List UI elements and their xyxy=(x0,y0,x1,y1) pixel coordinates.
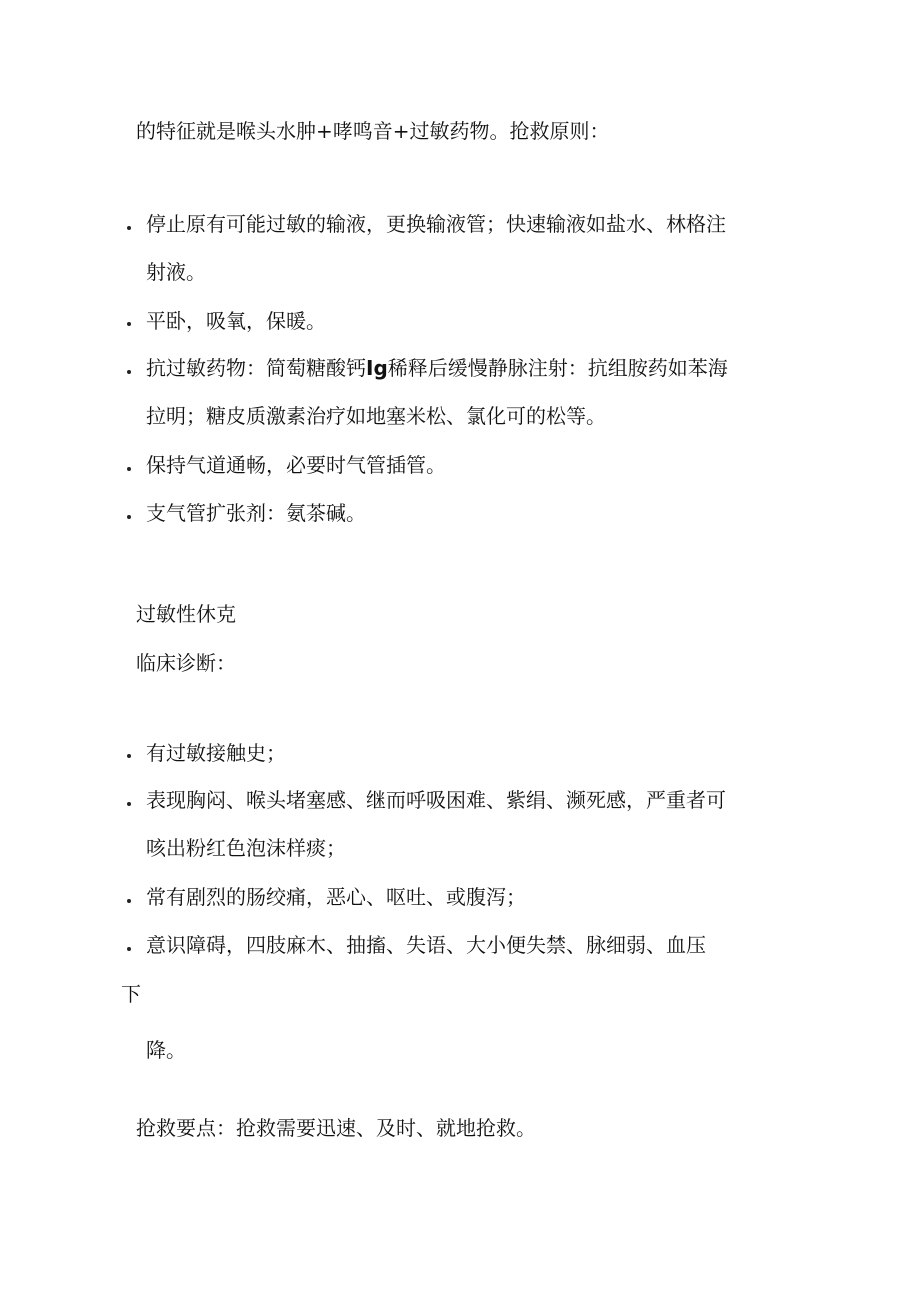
list-item: 平卧，吸氧，保暖。 xyxy=(146,309,326,333)
rescue-text: 抢救需要迅速、及时、就地抢救。 xyxy=(236,1116,536,1140)
rescue-line xyxy=(136,1114,536,1142)
list-item: 停止原有可能过敏的输液，更换输液管；快速输液如盐水、林格注 xyxy=(146,212,726,236)
bullet xyxy=(127,947,131,951)
list-item: 常有剧烈的肠绞痛，恶心、呕吐、或腹泻； xyxy=(146,885,526,909)
diagnosis-label: 临床诊断： xyxy=(136,651,236,675)
bullet xyxy=(127,370,131,374)
immunoglobulin-abbrev: Ig xyxy=(366,356,388,380)
list-item-continuation: 下 xyxy=(121,982,141,1006)
section-title: 过敏性休克 xyxy=(136,602,236,626)
list-item xyxy=(146,354,728,382)
list-item: 保持气道通畅，必要时气管插管。 xyxy=(146,453,446,477)
list-item-continuation: 拉明；糖皮质激素治疗如地塞米松、氯化可的松等。 xyxy=(146,404,606,428)
list-item-continuation: 降。 xyxy=(146,1038,186,1062)
bullet xyxy=(127,802,131,806)
intro-line xyxy=(136,117,610,145)
bullet xyxy=(127,515,131,519)
intro-text: 的特征就是喉头水肿+哮鸣音+过敏药物。 xyxy=(136,119,510,143)
list-item-text: 抗过敏药物：简萄糖酸钙 xyxy=(146,356,366,380)
bullet xyxy=(127,899,131,903)
list-item-continuation: 咳出粉红色泡沫样痰； xyxy=(146,836,346,860)
rescue-label: 抢救要点： xyxy=(136,1116,236,1140)
rescue-principles-label: 抢救原则： xyxy=(509,119,610,143)
bullet xyxy=(127,754,131,758)
bullet xyxy=(127,322,131,326)
list-item: 有过敏接触史； xyxy=(146,741,286,765)
bullet xyxy=(127,226,131,230)
list-item: 表现胸闷、喉头堵塞感、继而呼吸困难、紫绢、濒死感，严重者可 xyxy=(146,788,726,812)
list-item: 意识障碍，四肢麻木、抽搐、失语、大小便失禁、脉细弱、血压 xyxy=(146,933,706,957)
list-item-text: 稀释后缓慢静脉注射：抗组胺药如苯海 xyxy=(387,356,728,380)
list-item: 支气管扩张剂：氨茶碱。 xyxy=(146,501,366,525)
bullet xyxy=(127,467,131,471)
list-item-continuation: 射液。 xyxy=(146,260,206,284)
